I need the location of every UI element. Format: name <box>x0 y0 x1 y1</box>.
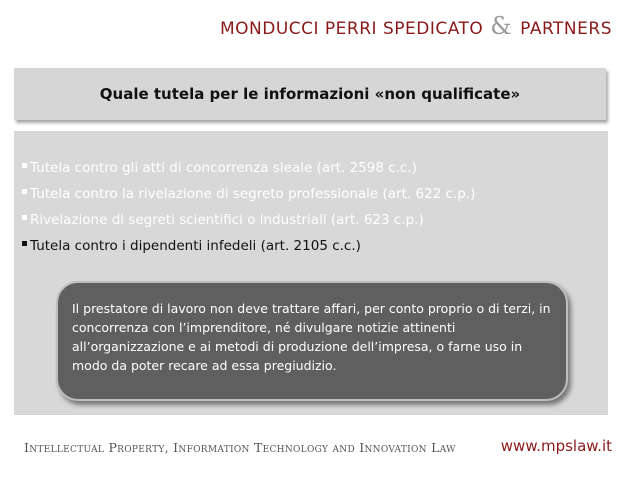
bullet-item <box>22 181 475 207</box>
footer-tagline: Intellectual Property, Information Technology and Innovation Law <box>24 440 456 455</box>
bullet-text: Tutela contro gli atti di concorrenza sleale (art. 2598 c.c.) <box>30 160 417 176</box>
bullet-text: Tutela contro la rivelazione di segreto professionale (art. 622 c.p.) <box>30 186 476 202</box>
title-bar <box>14 68 606 120</box>
square-bullet-icon <box>22 163 27 168</box>
square-bullet-icon <box>22 215 27 220</box>
bullet-list <box>22 155 475 259</box>
bullet-item-highlighted <box>22 233 475 259</box>
slide-title: Quale tutela per le informazioni «non qualificate» <box>99 85 521 103</box>
content-panel <box>14 131 608 415</box>
bullet-item <box>22 155 475 181</box>
bullet-text: Tutela contro i dipendenti infedeli (art. 2105 c.c.) <box>30 238 361 254</box>
quote-callout <box>56 281 568 401</box>
brand-partners: PARTNERS <box>520 19 612 39</box>
callout-text: Il prestatore di lavoro non deve trattare affari, per conto proprio o di terzi, in concorrenza con l’imprenditore, né divulgare notizie attinenti all’organizzazione e ai metodi di produzione dell’impresa, o farne uso in modo da poter recare ad essa pregiudizio. <box>72 301 551 373</box>
brand-ampersand: & <box>490 12 513 40</box>
footer-website: www.mpslaw.it <box>500 437 612 455</box>
bullet-item <box>22 207 475 233</box>
square-bullet-icon <box>22 189 27 194</box>
bullet-text: Rivelazione di segreti scientifici o industriali (art. 623 c.p.) <box>30 212 424 228</box>
brand-name: MONDUCCI PERRI SPEDICATO <box>219 19 484 39</box>
brand-logo <box>220 14 612 39</box>
square-bullet-icon <box>22 241 27 246</box>
